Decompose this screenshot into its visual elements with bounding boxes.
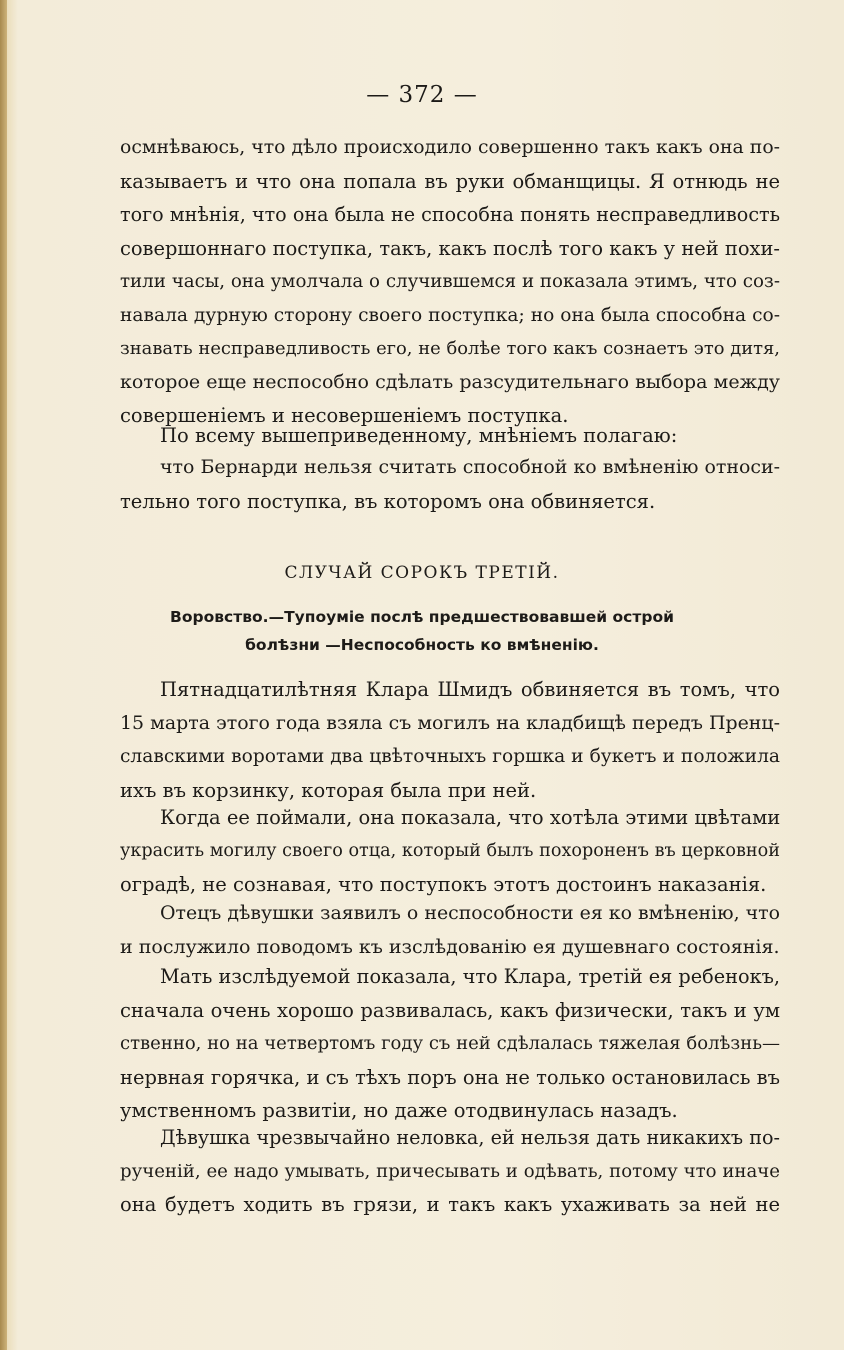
text-line: Когда ее поймали, она показала, что хотѣла этими цвѣтами [160,806,781,829]
text-line: она будетъ ходить въ грязи, и такъ какъ ухаживать за ней не [120,1193,780,1216]
text-line: казываетъ и что она попала въ руки обманщицы. Я отнюдь не [120,169,780,193]
text-line: рученій, ее надо умывать, причесывать и одѣвать, потому что иначе [120,1160,780,1182]
paragraph-7 [120,960,780,1128]
paragraph-8 [120,1121,780,1222]
text-line: 15 марта этого года взяла съ могилъ на кладбищѣ передъ Пренц- [120,711,780,734]
text-line: навала дурную сторону своего поступка; но она была способна со- [120,304,780,326]
paragraph-5 [120,801,780,902]
paragraph-3 [120,451,780,518]
text-line: тельно того поступка, въ которомъ она обвиняется. [120,489,656,513]
text-line: умственномъ развитіи, но даже отодвинулась назадъ. [120,1099,678,1122]
text-line: тили часы, она умолчала о случившемся и показала этимъ, что соз- [120,271,780,292]
paragraph-6 [120,897,780,964]
case-subheading-line-2: болѣзни —Неспособность ко вмѣненію. [245,636,599,654]
text-line: Пятнадцатилѣтняя Клара Шмидъ обвиняется въ томъ, что [160,678,780,701]
text-line: что Бернарди нельзя считать способной ко вмѣненію относи- [160,456,780,478]
text-line: которое еще неспособно сдѣлать разсудительнаго выбора между [120,370,780,393]
paragraph-1 [120,131,780,433]
text-line: Отецъ дѣвушки заявилъ о неспособности ея ко вмѣненію, что [160,902,780,924]
text-line: славскими воротами два цвѣточныхъ горшка и букетъ и положила [120,746,780,767]
text-line: По всему вышеприведенному, мнѣніемъ полагаю: [160,424,678,447]
text-line: оградѣ, не сознавая, что поступокъ этотъ достоинъ наказанія. [120,873,767,896]
page-binding-edge [0,0,7,1350]
text-line: совершоннаго поступка, такъ, какъ послѣ того какъ у ней похи- [120,236,780,260]
text-line: украсить могилу своего отца, который былъ похороненъ въ церковной [120,840,780,861]
page-number: — 372 — [366,82,478,108]
text-line: совершеніемъ и несовершеніемъ поступка. [120,404,569,427]
text-line: знавать несправедливость его, не болѣе того какъ сознаетъ это дитя, [120,338,780,359]
text-line: того мнѣнія, что она была не способна понять несправедливость [120,203,780,226]
text-line: нервная горячка, и съ тѣхъ поръ она не только остановилась въ [120,1065,780,1089]
case-subheading-line-1: Воровство.—Тупоуміе послѣ предшествовавшей острой [170,608,674,626]
case-heading: СЛУЧАЙ СОРОКЪ ТРЕТІЙ. [284,563,560,583]
text-line: и послужило поводомъ къ изслѣдованію ея душевнаго состоянія. [120,935,780,958]
paragraph-4 [120,673,780,807]
text-line: Мать изслѣдуемой показала, что Клара, третій ея ребенокъ, [160,965,780,988]
text-line: ственно, но на четвертомъ году съ ней сдѣлалась тяжелая болѣзнь— [120,1033,780,1054]
text-line: сначала очень хорошо развивалась, какъ физически, такъ и ум [120,998,780,1022]
paragraph-2 [160,419,780,453]
text-line: ихъ въ корзинку, которая была при ней. [120,778,537,802]
text-line: осмнѣваюсь, что дѣло происходило совершенно такъ какъ она по- [120,137,780,158]
text-line: Дѣвушка чрезвычайно неловка, ей нельзя дать никакихъ по- [160,1126,780,1149]
